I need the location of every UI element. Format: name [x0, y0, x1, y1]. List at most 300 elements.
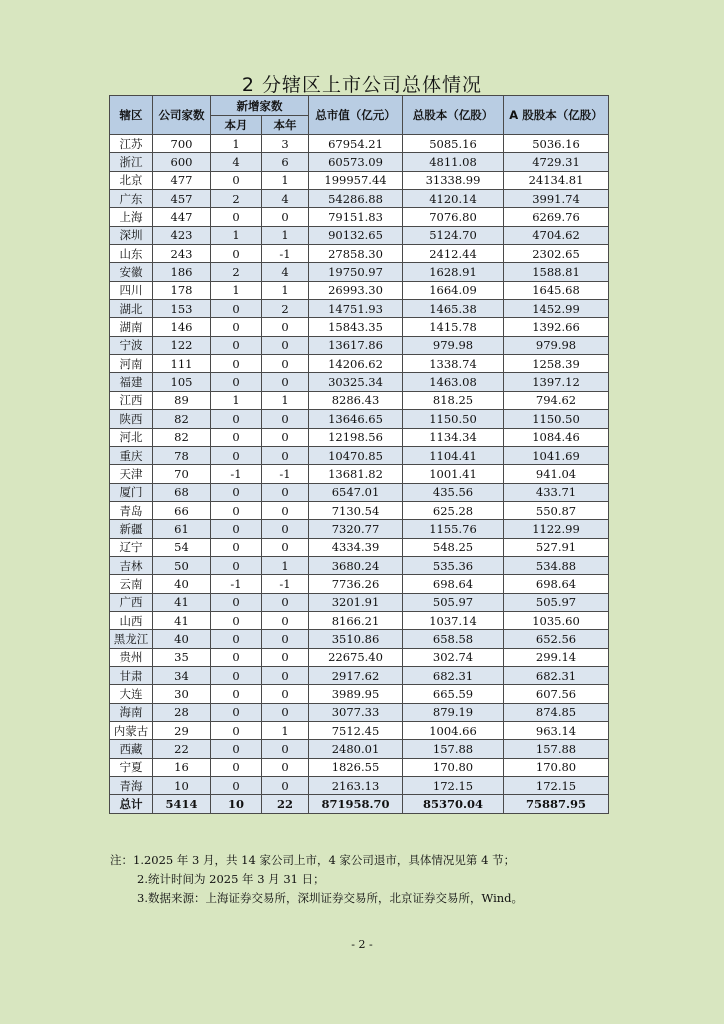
- cell-new-this-month: 0: [211, 318, 262, 336]
- cell-new-this-year: 2: [262, 300, 309, 318]
- footnote-2: 2.统计时间为 2025 年 3 月 31 日；: [137, 872, 325, 886]
- table-row: [110, 685, 609, 703]
- cell-market-cap: 30325.34: [309, 373, 403, 391]
- cell-a-shares: 2302.65: [504, 245, 609, 263]
- header-company-count: 公司家数: [153, 96, 211, 135]
- cell-new-this-year: 0: [262, 336, 309, 354]
- cell-company-count: 35: [153, 648, 211, 666]
- table-row: [110, 465, 609, 483]
- table-row: [110, 336, 609, 354]
- cell-total-shares: 1001.41: [403, 465, 504, 483]
- table-row: [110, 666, 609, 684]
- cell-a-shares: 652.56: [504, 630, 609, 648]
- cell-new-this-year: 0: [262, 520, 309, 538]
- table-row: [110, 281, 609, 299]
- table-body: [110, 135, 609, 795]
- cell-a-shares: 607.56: [504, 685, 609, 703]
- cell-total-shares: 31338.99: [403, 171, 504, 189]
- cell-new-this-month: 0: [211, 520, 262, 538]
- cell-total-shares: 979.98: [403, 336, 504, 354]
- cell-region: 云南: [110, 575, 153, 593]
- cell-market-cap: 3201.91: [309, 593, 403, 611]
- cell-company-count: 423: [153, 226, 211, 244]
- cell-company-count: 41: [153, 611, 211, 629]
- footnote-3: 3.数据来源：上海证券交易所，深圳证券交易所，北京证券交易所，Wind。: [137, 891, 524, 905]
- table-row: [110, 190, 609, 208]
- cell-total-shares: 1037.14: [403, 611, 504, 629]
- cell-a-shares: 963.14: [504, 722, 609, 740]
- cell-new-this-month: 2: [211, 263, 262, 281]
- cell-a-shares: 794.62: [504, 391, 609, 409]
- cell-total-shares: 818.25: [403, 391, 504, 409]
- cell-total-shares: 1104.41: [403, 446, 504, 464]
- cell-market-cap: 10470.85: [309, 446, 403, 464]
- cell-new-this-month: 0: [211, 245, 262, 263]
- table-row: [110, 263, 609, 281]
- cell-market-cap: 2480.01: [309, 740, 403, 758]
- cell-total-shares: 1150.50: [403, 410, 504, 428]
- cell-region: 山西: [110, 611, 153, 629]
- cell-new-this-year: 0: [262, 501, 309, 519]
- cell-region: 湖南: [110, 318, 153, 336]
- cell-company-count: 66: [153, 501, 211, 519]
- cell-market-cap: 8286.43: [309, 391, 403, 409]
- table-row: [110, 355, 609, 373]
- cell-new-this-month: 0: [211, 722, 262, 740]
- cell-region: 四川: [110, 281, 153, 299]
- cell-total-shares: 1465.38: [403, 300, 504, 318]
- cell-region: 河北: [110, 428, 153, 446]
- cell-total-shares: 698.64: [403, 575, 504, 593]
- cell-region: 宁波: [110, 336, 153, 354]
- cell-total-shares: 1463.08: [403, 373, 504, 391]
- cell-a-shares: 682.31: [504, 666, 609, 684]
- cell-new-this-month: 0: [211, 611, 262, 629]
- header-new-companies: 新增家数: [211, 96, 309, 116]
- cell-market-cap: 3510.86: [309, 630, 403, 648]
- cell-new-this-month: 4: [211, 153, 262, 171]
- cell-a-shares: 1041.69: [504, 446, 609, 464]
- cell-new-this-month: -1: [211, 575, 262, 593]
- cell-company-count: 10: [153, 777, 211, 795]
- cell-company-count: 82: [153, 410, 211, 428]
- header-region: 辖区: [110, 96, 153, 135]
- cell-a-shares: 24134.81: [504, 171, 609, 189]
- table-row: [110, 722, 609, 740]
- cell-total-shares: 5124.70: [403, 226, 504, 244]
- cell-market-cap: 54286.88: [309, 190, 403, 208]
- cell-a-shares: 874.85: [504, 703, 609, 721]
- cell-region: 辽宁: [110, 538, 153, 556]
- table-row: [110, 538, 609, 556]
- total-row: [110, 795, 609, 814]
- table-row: [110, 318, 609, 336]
- regional-listed-companies-table: [109, 95, 609, 814]
- table-row: [110, 758, 609, 776]
- cell-market-cap: 67954.21: [309, 135, 403, 153]
- cell-market-cap: 27858.30: [309, 245, 403, 263]
- cell-company-count: 30: [153, 685, 211, 703]
- cell-company-count: 600: [153, 153, 211, 171]
- cell-market-cap: 1826.55: [309, 758, 403, 776]
- cell-company-count: 68: [153, 483, 211, 501]
- cell-region: 青岛: [110, 501, 153, 519]
- cell-region: 吉林: [110, 556, 153, 574]
- cell-a-shares: 1588.81: [504, 263, 609, 281]
- cell-total-shares: 5085.16: [403, 135, 504, 153]
- cell-a-shares: 172.15: [504, 777, 609, 795]
- cell-new-this-year: 0: [262, 373, 309, 391]
- table-row: [110, 501, 609, 519]
- table-row: [110, 740, 609, 758]
- header-this-year: 本年: [262, 116, 309, 135]
- cell-new-this-year: 0: [262, 666, 309, 684]
- total-cap: 871958.70: [309, 795, 403, 814]
- cell-a-shares: 979.98: [504, 336, 609, 354]
- cell-company-count: 28: [153, 703, 211, 721]
- cell-region: 河南: [110, 355, 153, 373]
- cell-a-shares: 698.64: [504, 575, 609, 593]
- header-row: [110, 96, 609, 116]
- cell-market-cap: 14751.93: [309, 300, 403, 318]
- cell-company-count: 41: [153, 593, 211, 611]
- cell-a-shares: 157.88: [504, 740, 609, 758]
- cell-new-this-month: 1: [211, 226, 262, 244]
- cell-company-count: 477: [153, 171, 211, 189]
- cell-a-shares: 1392.66: [504, 318, 609, 336]
- cell-region: 重庆: [110, 446, 153, 464]
- cell-region: 新疆: [110, 520, 153, 538]
- cell-new-this-year: 1: [262, 391, 309, 409]
- table-row: [110, 703, 609, 721]
- cell-a-shares: 1397.12: [504, 373, 609, 391]
- cell-a-shares: 941.04: [504, 465, 609, 483]
- cell-market-cap: 14206.62: [309, 355, 403, 373]
- cell-total-shares: 1664.09: [403, 281, 504, 299]
- table-row: [110, 153, 609, 171]
- cell-new-this-month: 1: [211, 391, 262, 409]
- cell-region: 厦门: [110, 483, 153, 501]
- cell-total-shares: 302.74: [403, 648, 504, 666]
- cell-total-shares: 879.19: [403, 703, 504, 721]
- footnote-1: 注：1.2025 年 3 月，共 14 家公司上市，4 家公司退市，具体情况见第 4 节；: [110, 853, 516, 867]
- table-row: [110, 777, 609, 795]
- cell-total-shares: 505.97: [403, 593, 504, 611]
- cell-region: 天津: [110, 465, 153, 483]
- cell-new-this-year: 0: [262, 777, 309, 795]
- table-row: [110, 520, 609, 538]
- cell-new-this-month: 0: [211, 593, 262, 611]
- cell-market-cap: 7130.54: [309, 501, 403, 519]
- cell-total-shares: 1628.91: [403, 263, 504, 281]
- cell-total-shares: 4120.14: [403, 190, 504, 208]
- table-row: [110, 593, 609, 611]
- cell-company-count: 29: [153, 722, 211, 740]
- cell-new-this-month: 0: [211, 446, 262, 464]
- cell-company-count: 186: [153, 263, 211, 281]
- cell-new-this-year: 0: [262, 410, 309, 428]
- table-row: [110, 648, 609, 666]
- cell-company-count: 178: [153, 281, 211, 299]
- header-market-cap: 总市值（亿元）: [309, 96, 403, 135]
- cell-region: 安徽: [110, 263, 153, 281]
- cell-region: 江苏: [110, 135, 153, 153]
- cell-new-this-year: 4: [262, 263, 309, 281]
- footnotes: [110, 851, 523, 908]
- cell-total-shares: 1338.74: [403, 355, 504, 373]
- cell-market-cap: 7512.45: [309, 722, 403, 740]
- cell-company-count: 78: [153, 446, 211, 464]
- cell-region: 青海: [110, 777, 153, 795]
- cell-total-shares: 7076.80: [403, 208, 504, 226]
- cell-total-shares: 1415.78: [403, 318, 504, 336]
- cell-new-this-month: 0: [211, 685, 262, 703]
- cell-new-this-month: 0: [211, 336, 262, 354]
- cell-market-cap: 2163.13: [309, 777, 403, 795]
- cell-market-cap: 13617.86: [309, 336, 403, 354]
- cell-new-this-month: 0: [211, 300, 262, 318]
- cell-region: 宁夏: [110, 758, 153, 776]
- cell-company-count: 82: [153, 428, 211, 446]
- cell-new-this-month: 0: [211, 483, 262, 501]
- cell-a-shares: 4704.62: [504, 226, 609, 244]
- total-a-shares: 75887.95: [504, 795, 609, 814]
- cell-new-this-month: 1: [211, 135, 262, 153]
- table-row: [110, 483, 609, 501]
- cell-a-shares: 1258.39: [504, 355, 609, 373]
- cell-company-count: 146: [153, 318, 211, 336]
- table-row: [110, 410, 609, 428]
- cell-total-shares: 535.36: [403, 556, 504, 574]
- cell-new-this-year: 0: [262, 538, 309, 556]
- cell-market-cap: 12198.56: [309, 428, 403, 446]
- cell-company-count: 50: [153, 556, 211, 574]
- cell-new-this-month: 0: [211, 666, 262, 684]
- cell-a-shares: 4729.31: [504, 153, 609, 171]
- cell-region: 浙江: [110, 153, 153, 171]
- cell-company-count: 34: [153, 666, 211, 684]
- cell-new-this-year: 3: [262, 135, 309, 153]
- page-title: 2 分辖区上市公司总体情况: [241, 74, 483, 96]
- cell-region: 深圳: [110, 226, 153, 244]
- cell-region: 内蒙古: [110, 722, 153, 740]
- cell-new-this-month: 0: [211, 758, 262, 776]
- cell-total-shares: 682.31: [403, 666, 504, 684]
- header-a-shares: A 股股本（亿股）: [504, 96, 609, 135]
- cell-new-this-month: 0: [211, 355, 262, 373]
- cell-total-shares: 625.28: [403, 501, 504, 519]
- cell-new-this-month: 0: [211, 777, 262, 795]
- table-row: [110, 575, 609, 593]
- cell-company-count: 153: [153, 300, 211, 318]
- table-row: [110, 373, 609, 391]
- cell-new-this-year: 0: [262, 483, 309, 501]
- cell-market-cap: 15843.35: [309, 318, 403, 336]
- cell-region: 江西: [110, 391, 153, 409]
- cell-total-shares: 658.58: [403, 630, 504, 648]
- total-shares: 85370.04: [403, 795, 504, 814]
- table-row: [110, 300, 609, 318]
- cell-company-count: 40: [153, 575, 211, 593]
- cell-region: 上海: [110, 208, 153, 226]
- cell-company-count: 89: [153, 391, 211, 409]
- cell-new-this-month: 0: [211, 648, 262, 666]
- cell-a-shares: 170.80: [504, 758, 609, 776]
- cell-new-this-month: 0: [211, 630, 262, 648]
- cell-total-shares: 2412.44: [403, 245, 504, 263]
- cell-a-shares: 550.87: [504, 501, 609, 519]
- cell-region: 北京: [110, 171, 153, 189]
- cell-total-shares: 1155.76: [403, 520, 504, 538]
- cell-market-cap: 6547.01: [309, 483, 403, 501]
- cell-region: 广西: [110, 593, 153, 611]
- cell-new-this-month: 0: [211, 538, 262, 556]
- page-number: - 2 -: [351, 938, 373, 951]
- cell-total-shares: 4811.08: [403, 153, 504, 171]
- cell-market-cap: 13646.65: [309, 410, 403, 428]
- table-row: [110, 630, 609, 648]
- cell-new-this-year: 0: [262, 318, 309, 336]
- cell-region: 广东: [110, 190, 153, 208]
- cell-a-shares: 1122.99: [504, 520, 609, 538]
- cell-region: 大连: [110, 685, 153, 703]
- cell-a-shares: 6269.76: [504, 208, 609, 226]
- cell-region: 贵州: [110, 648, 153, 666]
- table-row: [110, 245, 609, 263]
- cell-new-this-year: 1: [262, 171, 309, 189]
- table-row: [110, 135, 609, 153]
- cell-market-cap: 90132.65: [309, 226, 403, 244]
- cell-new-this-year: 0: [262, 593, 309, 611]
- cell-region: 海南: [110, 703, 153, 721]
- total-label: 总计: [110, 795, 153, 814]
- table-row: [110, 556, 609, 574]
- cell-new-this-year: 0: [262, 446, 309, 464]
- cell-new-this-year: -1: [262, 465, 309, 483]
- cell-region: 西藏: [110, 740, 153, 758]
- cell-new-this-month: 0: [211, 171, 262, 189]
- cell-new-this-year: -1: [262, 245, 309, 263]
- cell-new-this-year: 1: [262, 281, 309, 299]
- cell-new-this-year: 0: [262, 648, 309, 666]
- cell-company-count: 40: [153, 630, 211, 648]
- cell-market-cap: 8166.21: [309, 611, 403, 629]
- cell-company-count: 16: [153, 758, 211, 776]
- cell-a-shares: 527.91: [504, 538, 609, 556]
- cell-company-count: 122: [153, 336, 211, 354]
- cell-new-this-year: 6: [262, 153, 309, 171]
- cell-total-shares: 157.88: [403, 740, 504, 758]
- cell-total-shares: 665.59: [403, 685, 504, 703]
- table-row: [110, 171, 609, 189]
- cell-new-this-month: 0: [211, 556, 262, 574]
- cell-region: 黑龙江: [110, 630, 153, 648]
- header-total-shares: 总股本（亿股）: [403, 96, 504, 135]
- cell-new-this-month: 0: [211, 501, 262, 519]
- cell-new-this-year: 0: [262, 740, 309, 758]
- header-this-month: 本月: [211, 116, 262, 135]
- total-month: 10: [211, 795, 262, 814]
- cell-new-this-month: 0: [211, 410, 262, 428]
- cell-new-this-month: 2: [211, 190, 262, 208]
- cell-market-cap: 22675.40: [309, 648, 403, 666]
- cell-market-cap: 3680.24: [309, 556, 403, 574]
- table-row: [110, 391, 609, 409]
- cell-a-shares: 299.14: [504, 648, 609, 666]
- cell-new-this-month: -1: [211, 465, 262, 483]
- table-row: [110, 428, 609, 446]
- cell-a-shares: 1035.60: [504, 611, 609, 629]
- table-row: [110, 208, 609, 226]
- cell-company-count: 61: [153, 520, 211, 538]
- cell-new-this-month: 0: [211, 208, 262, 226]
- cell-market-cap: 199957.44: [309, 171, 403, 189]
- cell-total-shares: 172.15: [403, 777, 504, 795]
- cell-market-cap: 2917.62: [309, 666, 403, 684]
- cell-market-cap: 7320.77: [309, 520, 403, 538]
- cell-new-this-year: 0: [262, 208, 309, 226]
- cell-a-shares: 3991.74: [504, 190, 609, 208]
- cell-new-this-year: 0: [262, 428, 309, 446]
- table-row: [110, 446, 609, 464]
- cell-market-cap: 13681.82: [309, 465, 403, 483]
- cell-market-cap: 60573.09: [309, 153, 403, 171]
- cell-new-this-month: 0: [211, 703, 262, 721]
- cell-a-shares: 433.71: [504, 483, 609, 501]
- cell-region: 湖北: [110, 300, 153, 318]
- cell-new-this-year: 0: [262, 355, 309, 373]
- cell-a-shares: 1645.68: [504, 281, 609, 299]
- cell-company-count: 70: [153, 465, 211, 483]
- table-row: [110, 226, 609, 244]
- cell-new-this-year: 0: [262, 703, 309, 721]
- cell-new-this-month: 1: [211, 281, 262, 299]
- cell-market-cap: 19750.97: [309, 263, 403, 281]
- cell-a-shares: 1150.50: [504, 410, 609, 428]
- cell-total-shares: 1004.66: [403, 722, 504, 740]
- cell-region: 甘肃: [110, 666, 153, 684]
- cell-market-cap: 26993.30: [309, 281, 403, 299]
- total-year: 22: [262, 795, 309, 814]
- cell-total-shares: 548.25: [403, 538, 504, 556]
- cell-new-this-year: 0: [262, 758, 309, 776]
- cell-new-this-year: 4: [262, 190, 309, 208]
- cell-a-shares: 5036.16: [504, 135, 609, 153]
- cell-a-shares: 534.88: [504, 556, 609, 574]
- table-row: [110, 611, 609, 629]
- cell-total-shares: 170.80: [403, 758, 504, 776]
- cell-region: 陕西: [110, 410, 153, 428]
- cell-market-cap: 4334.39: [309, 538, 403, 556]
- cell-new-this-year: 1: [262, 722, 309, 740]
- total-count: 5414: [153, 795, 211, 814]
- cell-company-count: 22: [153, 740, 211, 758]
- cell-region: 福建: [110, 373, 153, 391]
- cell-total-shares: 435.56: [403, 483, 504, 501]
- cell-new-this-year: 1: [262, 556, 309, 574]
- cell-a-shares: 1084.46: [504, 428, 609, 446]
- cell-company-count: 111: [153, 355, 211, 373]
- cell-company-count: 243: [153, 245, 211, 263]
- cell-new-this-month: 0: [211, 373, 262, 391]
- cell-market-cap: 3077.33: [309, 703, 403, 721]
- cell-new-this-year: 0: [262, 630, 309, 648]
- cell-new-this-year: 0: [262, 685, 309, 703]
- cell-company-count: 447: [153, 208, 211, 226]
- cell-new-this-month: 0: [211, 428, 262, 446]
- cell-company-count: 105: [153, 373, 211, 391]
- cell-new-this-year: -1: [262, 575, 309, 593]
